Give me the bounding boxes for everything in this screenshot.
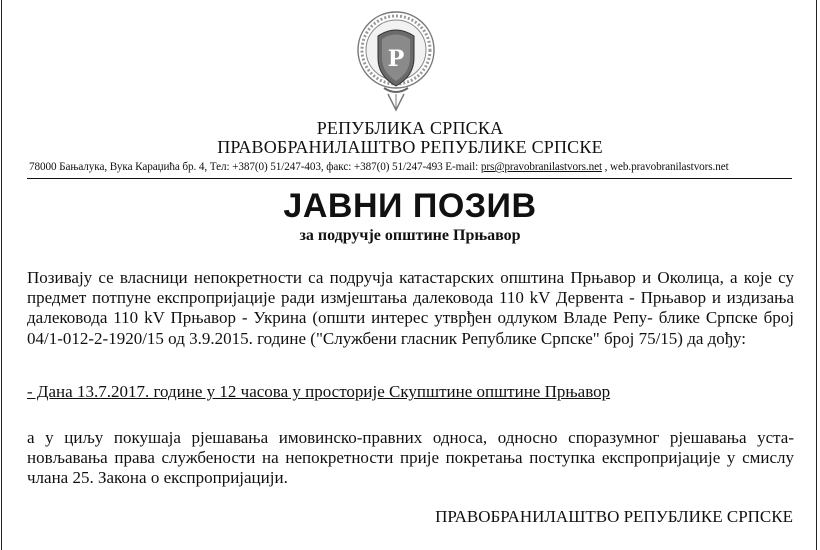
header-republic: РЕПУБЛИКА СРПСКА — [316, 118, 504, 138]
contact-line — [29, 161, 809, 173]
invitation-paragraph: Позивају се власници непокретности са подручја катастарских општина Прњавор и Околица, а које су предмет потпуне експропријације ради измјештања далековода 110 kV Дервента - Прњавор и издизања далековода 110 kV Прњавор - Укрина (општи интерес утврђен одлуком Владе Репу- блике Српске број 04/1-012-2-1920/15 од 3.9.2015. године ("Службени гласник Републике Српске" број 75/15) да дођу: — [27, 268, 794, 348]
svg-text:Р: Р — [387, 46, 405, 72]
document-subtitle: за подручје општине Прњавор — [299, 227, 521, 244]
website-text: , web.pravobranilastvors.net — [601, 161, 729, 173]
email-link[interactable]: prs@pravobranilastvors.net — [480, 161, 602, 173]
right-border-line — [816, 0, 817, 550]
coat-of-arms-seal-icon — [356, 10, 436, 112]
signature: ПРАВОБРАНИЛАШТВО РЕПУБЛИКЕ СРПСКЕ — [435, 507, 793, 526]
header-office: ПРАВОБРАНИЛАШТВО РЕПУБЛИКЕ СРПСКЕ — [217, 137, 603, 157]
header-divider — [27, 178, 792, 179]
meeting-date-line: - Дана 13.7.2017. године у 12 часова у просторије Скупштине општине Прњавор — [27, 382, 611, 401]
left-border-line — [1, 0, 2, 550]
contact-address: 78000 Бањалука, Вука Караџића бр. 4, Тел: +387(0) 51/247-403, факс: +387(0) 51/247-493 E-mail: — [29, 161, 481, 173]
document-title: ЈАВНИ ПОЗИВ — [283, 187, 537, 225]
purpose-paragraph: а у циљу покушаја рјешавања имовинско-правних односа, односно споразумног рјешавања уста- новљавања права службености на непокретности прије покретања поступка експропријације у смислу члана 25. Закона о експропријацији. — [27, 428, 794, 488]
